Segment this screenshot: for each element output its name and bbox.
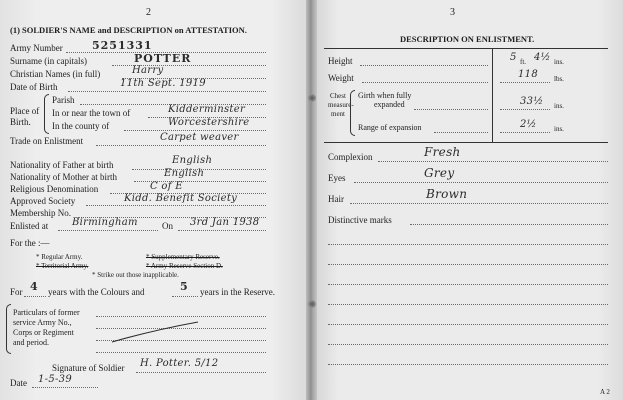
former-service-line-1: Particulars of former: [13, 308, 80, 317]
town-label: In or near the town of: [52, 108, 131, 118]
top-rule: [324, 48, 608, 49]
height-ft-value: 5: [510, 52, 517, 63]
enlisted-on-label: On: [162, 221, 173, 231]
date-line: [32, 387, 98, 388]
membership-label: Membership No.: [10, 208, 71, 218]
chest-label: Chest measure-ment: [328, 92, 354, 118]
strike-note: * Strike out those inapplicable.: [92, 271, 179, 279]
staple-top: [308, 94, 316, 102]
nationality-father-label: Nationality of Father at birth: [10, 160, 114, 170]
religion-label: Religious Denomination: [10, 184, 99, 194]
value-column-rule: [492, 48, 493, 142]
marks-line-6: [328, 344, 608, 345]
years-colours-value: 4: [30, 280, 39, 293]
book-gutter: [306, 0, 317, 400]
former-service-line-d: [96, 352, 266, 353]
marks-line-3: [328, 284, 608, 285]
expansion-label: Range of expansion: [358, 123, 422, 132]
signature-label: Signature of Soldier: [52, 363, 125, 373]
expansion-value: 2½: [520, 119, 537, 130]
place-of-birth-label: Place of Birth.: [10, 106, 40, 127]
marks-line-2: [328, 264, 608, 265]
right-page: [314, 0, 623, 400]
service-prefix: For: [10, 287, 23, 297]
christian-names-label: Christian Names (in full): [10, 69, 101, 79]
enlisted-at-line: [58, 230, 158, 231]
expansion-leader: [434, 132, 488, 133]
former-service-line-2: service Army No.,: [13, 318, 72, 327]
marks-line-4: [328, 304, 608, 305]
girth-value-line: [500, 109, 550, 110]
form-footer-code: A 2: [600, 388, 610, 396]
option-army-reserve: * Army Reserve Section D.: [146, 262, 223, 270]
county-value: Worcestershire: [168, 117, 250, 128]
army-number-value: 5251331: [92, 39, 153, 52]
nationality-father-value: English: [172, 155, 213, 166]
hair-line: [350, 203, 608, 204]
place-of-birth-brace: [44, 94, 49, 134]
girth-label-1: Girth when fully: [358, 91, 412, 100]
weight-label: Weight: [328, 73, 354, 83]
date-label: Date: [10, 378, 27, 388]
years-reserve-line: [172, 296, 198, 297]
eyes-value: Grey: [424, 166, 455, 180]
former-service-strike-stroke: [110, 320, 200, 344]
expansion-unit: ins.: [554, 125, 564, 133]
hair-value: Brown: [426, 187, 468, 201]
service-mid: years with the Colours and: [48, 287, 145, 297]
heading-text: SOLDIER'S NAME and DESCRIPTION on ATTESTATION.: [22, 25, 247, 35]
christian-names-value: Harry: [132, 65, 164, 76]
option-territorial: * Territorial Army.: [36, 262, 89, 270]
marks-line-7: [328, 364, 608, 365]
trade-value: Carpet weaver: [160, 132, 239, 143]
hair-label: Hair: [328, 194, 344, 204]
nationality-mother-label: Nationality of Mother at birth: [10, 172, 117, 182]
army-number-label: Army Number: [10, 43, 63, 53]
staple-bottom: [308, 300, 316, 308]
box-bottom-rule: [324, 142, 608, 143]
surname-value: POTTER: [134, 52, 192, 65]
left-page: [0, 0, 309, 400]
years-colours-line: [24, 296, 46, 297]
former-service-brace: [6, 304, 11, 354]
girth-unit: ins.: [554, 102, 564, 110]
height-ft-unit: ft.: [520, 58, 527, 66]
nationality-mother-value: English: [164, 168, 205, 179]
height-in-value: 4½: [534, 52, 551, 63]
weight-value-line: [500, 82, 550, 83]
eyes-label: Eyes: [328, 173, 346, 183]
right-heading: DESCRIPTION ON ENLISTMENT.: [400, 34, 535, 44]
height-leader: [360, 65, 488, 66]
complexion-value: Fresh: [424, 145, 461, 159]
approved-society-value: Kidd. Benefit Society: [124, 193, 238, 204]
option-regular: * Regular Army.: [36, 253, 83, 261]
enlisted-at-value: Birmingham: [72, 217, 138, 228]
former-service-line-4: and period.: [13, 338, 49, 347]
trade-label: Trade on Enlistment: [10, 136, 84, 146]
parish-label: Parish: [52, 95, 75, 105]
right-page-number: 3: [450, 7, 455, 18]
trade-line: [96, 145, 266, 146]
dob-value: 11th Sept. 1919: [120, 78, 206, 89]
town-value: Kidderminster: [168, 104, 246, 115]
marks-line-5: [328, 324, 608, 325]
marks-line-1: [328, 244, 608, 245]
former-service-line-3: Corps or Regiment: [13, 328, 74, 337]
religion-value: C of E: [150, 181, 183, 192]
former-service-line-a: [96, 316, 266, 317]
approved-society-label: Approved Society: [10, 196, 76, 206]
date-value: 1-5-39: [38, 374, 73, 385]
girth-label-2: expanded: [374, 100, 405, 109]
heading-number: (1): [10, 25, 20, 35]
county-line: [124, 130, 266, 131]
dob-line: [68, 91, 266, 92]
enlisted-on-line: [178, 230, 266, 231]
approved-society-line: [86, 205, 266, 206]
county-label: In the county of: [52, 121, 110, 131]
height-in-unit: ins.: [554, 58, 564, 66]
left-page-number: 2: [146, 7, 151, 18]
former-service-label: [13, 308, 80, 348]
service-suffix: years in the Reserve.: [200, 287, 275, 297]
for-the-label: For the :—: [10, 238, 50, 248]
dob-label: Date of Birth: [10, 82, 58, 92]
years-reserve-value: 5: [180, 280, 189, 293]
distinctive-marks-label: Distinctive marks: [328, 215, 392, 225]
enlisted-on-value: 3rd Jan 1938: [190, 217, 260, 228]
expansion-value-line: [500, 132, 550, 133]
left-heading: [10, 25, 247, 35]
weight-unit: lbs.: [554, 75, 564, 83]
complexion-line: [378, 161, 608, 162]
option-supplementary: * Supplementary Reserve.: [146, 253, 220, 261]
complexion-label: Complexion: [328, 152, 373, 162]
signature-line: [136, 372, 266, 373]
marks-line-0: [410, 224, 608, 225]
chest-brace: [350, 90, 355, 136]
weight-value: 118: [518, 69, 538, 80]
signature-value: H. Potter. 5/12: [140, 358, 219, 369]
weight-leader: [362, 82, 488, 83]
girth-leader: [414, 109, 488, 110]
enlisted-at-label: Enlisted at: [10, 221, 49, 231]
surname-label: Surname (in capitals): [10, 56, 87, 66]
girth-value: 33½: [520, 96, 544, 107]
height-label: Height: [328, 56, 353, 66]
eyes-line: [354, 182, 608, 183]
